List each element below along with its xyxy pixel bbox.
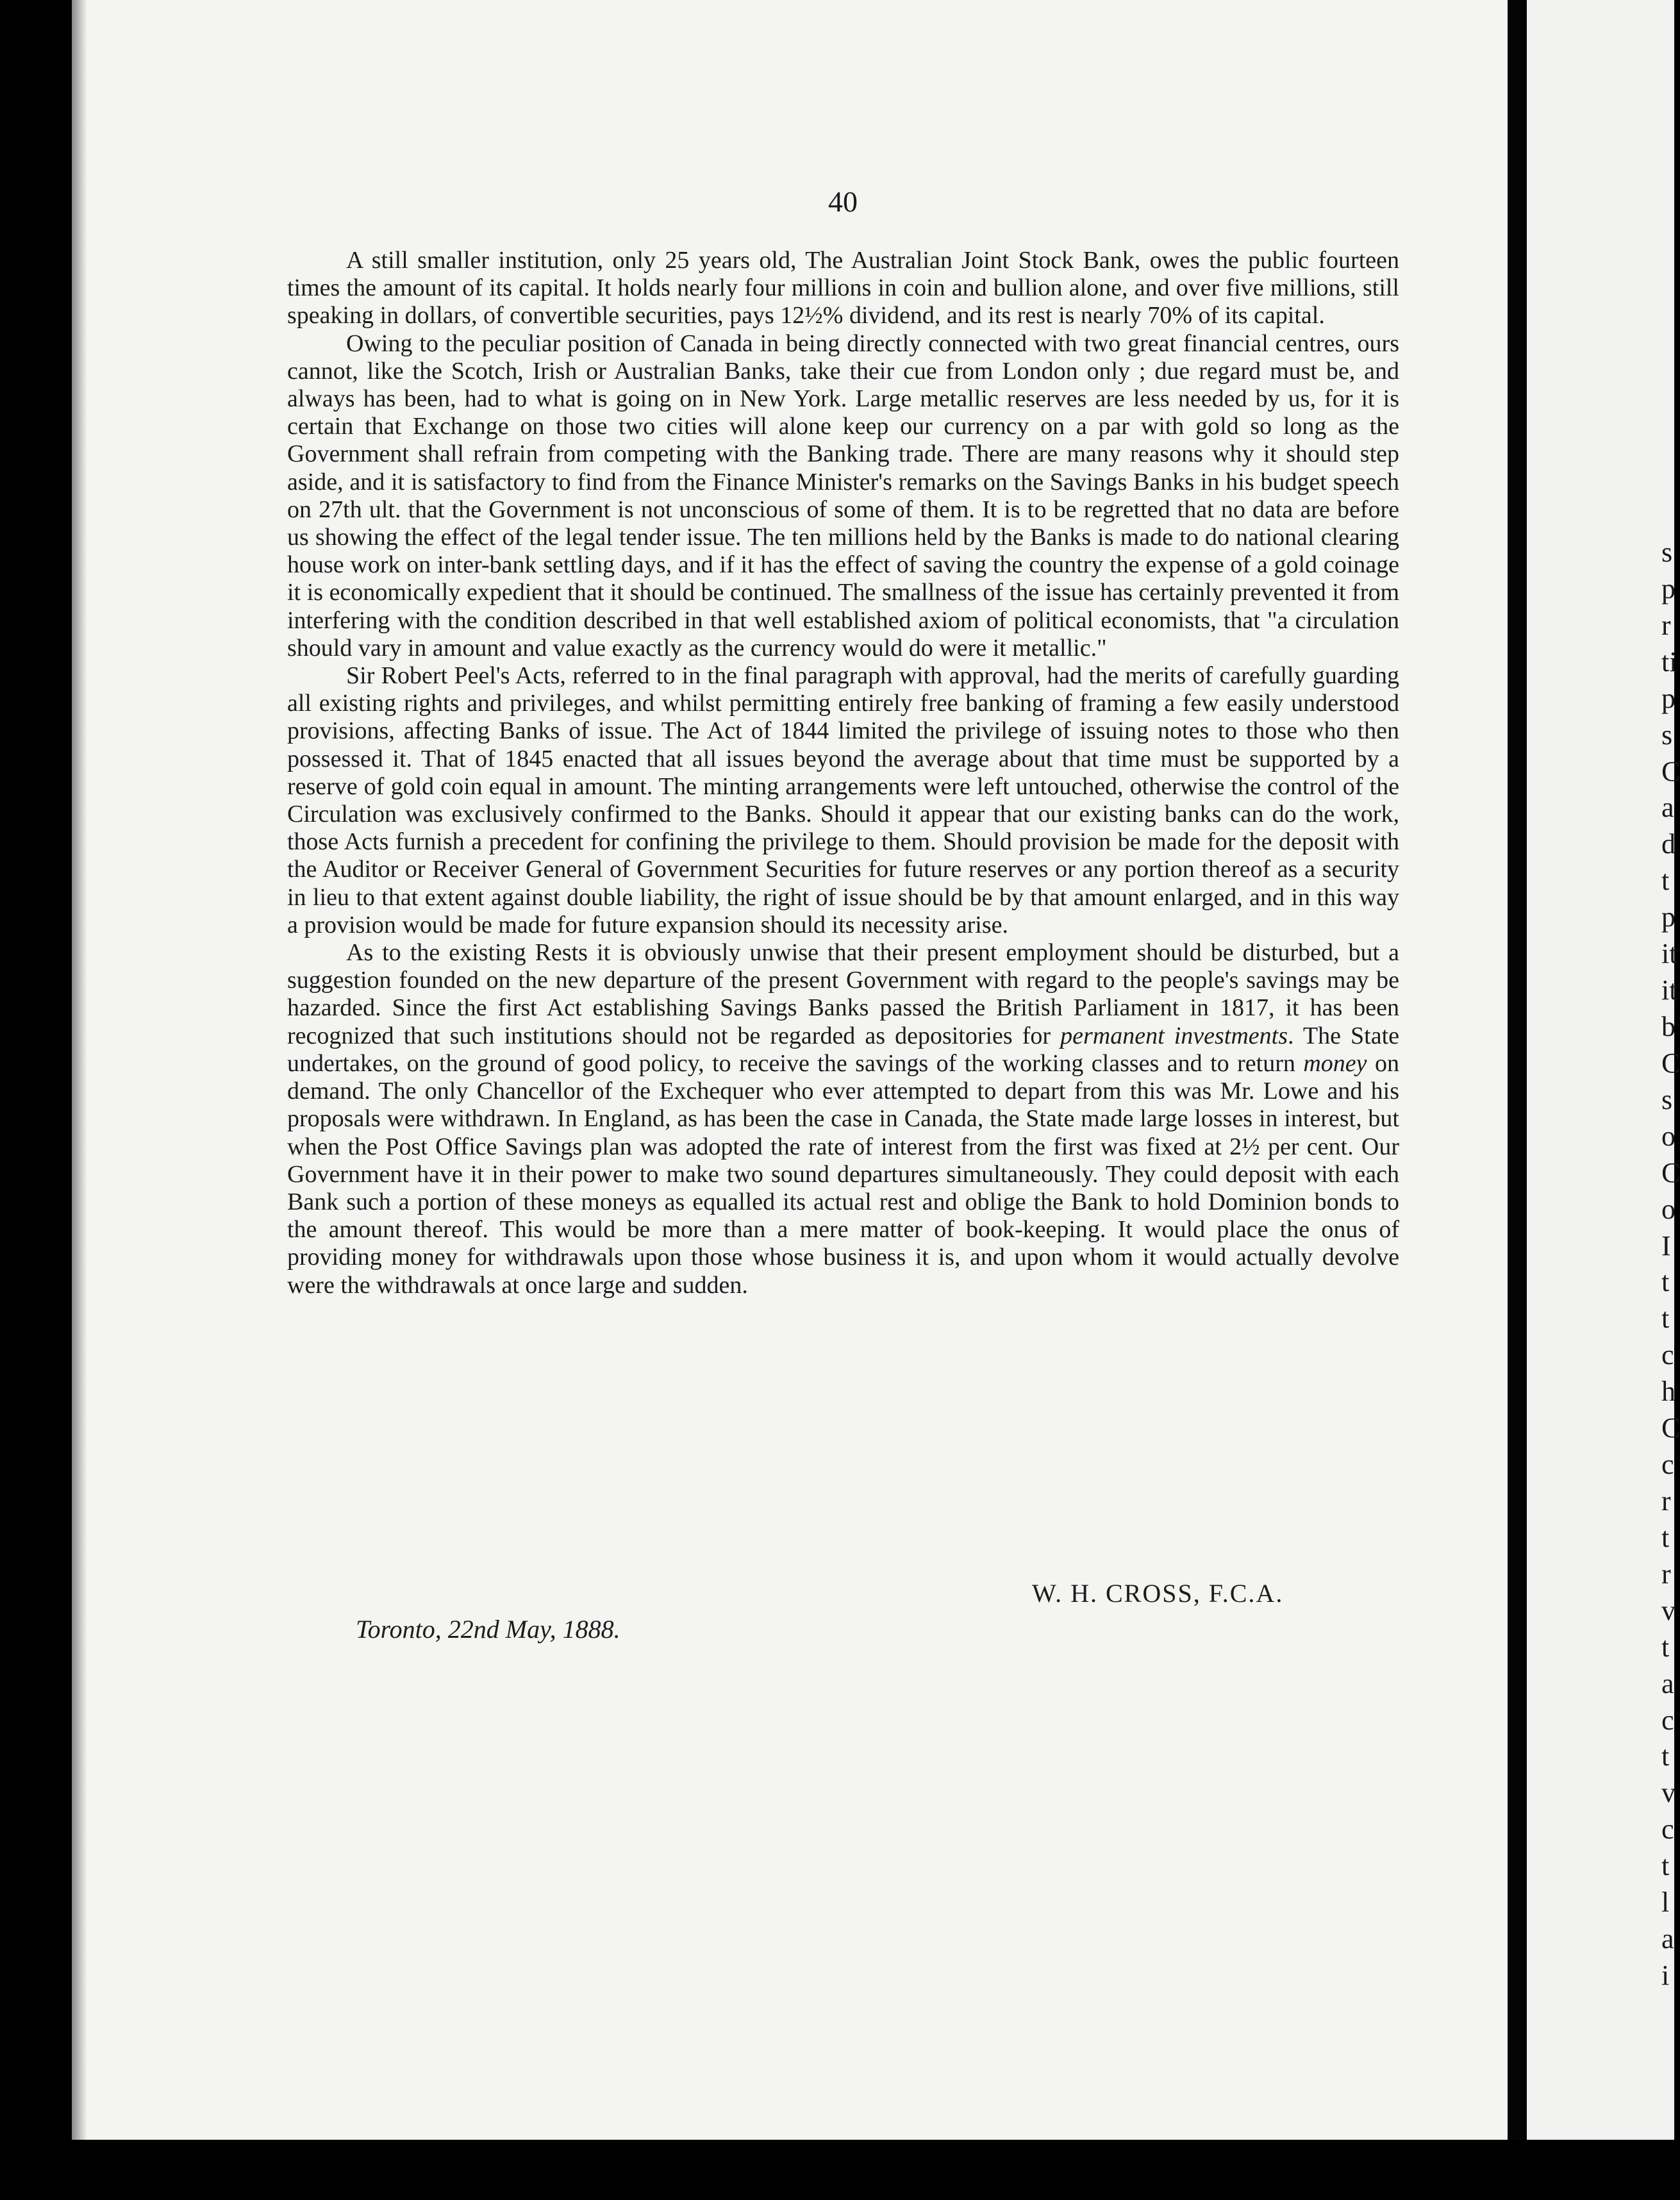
facing-page-fragment: it xyxy=(1661,974,1677,1006)
facing-page-fragment: d xyxy=(1661,828,1676,860)
facing-page-fragment: s xyxy=(1661,719,1673,751)
facing-page-fragment: t xyxy=(1661,1303,1670,1334)
paragraph-4: As to the existing Rests it is obviously unwise that their present employment should be disturbed, but a suggestion founded on the new departure of the present Government with regard to the people's savings may be hazarded. Since the first Act establishing Savings Banks passed the British Parliament in 1817, it has been recognized that such institutions should not be regarded as depositories for permanent investments. The State undertakes, on the ground of good policy, to receive the savings of the working classes and to return money on demand. The only Chancellor of the Exchequer who ever attempted to depart from this was Mr. Lowe and his proposals were withdrawn. In England, as has been the case in Canada, the State made large losses in interest, but when the Post Office Savings plan was adopted the rate of interest from the first was fixed at 2½ per cent. Our Government have it in their power to make two sound departures simultaneously. They could deposit with each Bank such a portion of these moneys as equalled its actual rest and oblige the Bank to hold Dominion bonds to the amount thereof. This would be more than a mere matter of book-keeping. It would place the onus of providing money for withdrawals upon those whose business it is, and upon whom it would actually devolve were the withdrawals at once large and sudden. xyxy=(287,939,1400,1299)
facing-page-fragment: a xyxy=(1661,792,1674,823)
facing-page-fragment: s xyxy=(1661,537,1673,568)
book-gutter xyxy=(1508,0,1527,2200)
scan-bottom-edge xyxy=(0,2140,1674,2200)
facing-page-fragment: c xyxy=(1661,1704,1674,1736)
facing-page-fragment: I xyxy=(1661,1230,1671,1262)
facing-page-fragment: h xyxy=(1661,1376,1676,1407)
facing-page-fragment: a xyxy=(1661,1668,1674,1699)
italic-phrase: permanent investments xyxy=(1060,1022,1288,1049)
facing-page-fragment: t xyxy=(1661,1522,1670,1553)
facing-page-fragment: a xyxy=(1661,1923,1674,1954)
facing-page-fragment: t xyxy=(1661,1266,1670,1297)
facing-page-fragment: p xyxy=(1661,683,1676,714)
facing-page-fragment: p xyxy=(1661,573,1676,604)
author-signature: W. H. CROSS, F.C.A. xyxy=(1032,1579,1284,1608)
italic-phrase: money xyxy=(1303,1049,1367,1077)
facing-page-fragment: c xyxy=(1661,1449,1674,1480)
page-number: 40 xyxy=(828,185,858,218)
facing-page-fragment: c xyxy=(1661,1813,1674,1845)
paragraph-2: Owing to the peculiar position of Canada in being directly connected with two great financial centres, ours cannot, like the Scotch, Irish or Australian Banks, take their cue from London only ; due regard must be, and always has been, had to what is going on in New York. Large metallic reserves are less needed by us, for it is certain that Exchange on those two cities will alone keep our currency on a par with gold so long as the Government shall refrain from competing with the Banking trade. There are many reasons why it should step aside, and it is satisfactory to find from the Finance Minister's remarks on the Savings Banks in his budget speech on 27th ult. that the Government is not unconscious of some of them. It is to be regretted that no data are before us showing the effect of the legal tender issue. The ten millions held by the Banks is made to do national clearing house work on inter-bank settling days, and if it has the effect of saving the country the expense of a gold coinage it is economically expedient that it should be continued. The smallness of the issue has certainly prevented it from interfering with the condition described in that well established axiom of political economists, that "a circulation should vary in amount and value exactly as the currency would do were it metallic." xyxy=(287,329,1399,662)
facing-page-fragment: t xyxy=(1661,1631,1670,1663)
dateline: Toronto, 22nd May, 1888. xyxy=(356,1615,620,1644)
facing-page-fragment: s xyxy=(1661,1084,1673,1115)
paragraph-3: Sir Robert Peel's Acts, referred to in the final paragraph with approval, had the merits of carefully guarding all existing rights and privileges, and whilst permitting entirely free banking of framing a few easily understood provisions, affecting Banks of issue. The Act of 1844 limited the privilege of issuing notes to those who then possessed it. That of 1845 enacted that all issues beyond the average about that time must be supported by a reserve of gold coin equal in amount. The minting arrangements were left untouched, otherwise the control of the Circulation was exclusively confirmed to the Banks. Should it appear that our existing banks can do the work, those Acts furnish a precedent for confining the privilege to them. Should provision be made for the deposit with the Auditor or Receiver General of Government Securities for future reserves or any portion thereof as a security in lieu to that extent against double liability, the right of issue should be by that amount enlarged, and in this way a provision would be made for future expansion should its necessity arise. xyxy=(287,662,1399,938)
facing-page-fragment: t xyxy=(1661,1740,1670,1772)
facing-page-fragment: C xyxy=(1661,756,1680,787)
page-binding-shadow xyxy=(72,0,87,2140)
facing-page-fragment: ti xyxy=(1661,646,1677,678)
facing-page-fragment: o xyxy=(1661,1194,1676,1225)
facing-page-fragment: v xyxy=(1661,1777,1676,1808)
facing-page-fragment: p xyxy=(1661,901,1676,933)
facing-page-fragment: i xyxy=(1661,1960,1670,1991)
facing-page-fragment: C xyxy=(1661,1047,1680,1079)
facing-page-fragment: r xyxy=(1661,1485,1671,1517)
facing-page-fragment: v xyxy=(1661,1595,1676,1626)
facing-page-fragment: l xyxy=(1661,1887,1670,1918)
facing-page-fragment: b xyxy=(1661,1011,1676,1042)
paragraph-1: A still smaller institution, only 25 years old, The Australian Joint Stock Bank, owes the public fourteen times the amount of its capital. It holds nearly four millions in coin and bullion alone, and over five millions, still speaking in dollars, of convertible securities, pays 12½% dividend, and its rest is nearly 70% of its capital. xyxy=(287,247,1399,329)
facing-page-fragment: C xyxy=(1661,1412,1680,1444)
facing-page-fragment: r xyxy=(1661,1558,1671,1590)
facing-page-fragment: o xyxy=(1661,1121,1676,1152)
facing-page-fragment: c xyxy=(1661,1339,1674,1371)
facing-page-fragment: it xyxy=(1661,938,1677,969)
facing-page-fragment: r xyxy=(1661,610,1671,641)
article-body xyxy=(287,247,1399,1299)
facing-page-fragment: t xyxy=(1661,1850,1670,1881)
facing-page-edge xyxy=(1527,0,1680,2200)
facing-page-fragment: t xyxy=(1661,865,1670,896)
facing-page-fragment: C xyxy=(1661,1157,1680,1188)
